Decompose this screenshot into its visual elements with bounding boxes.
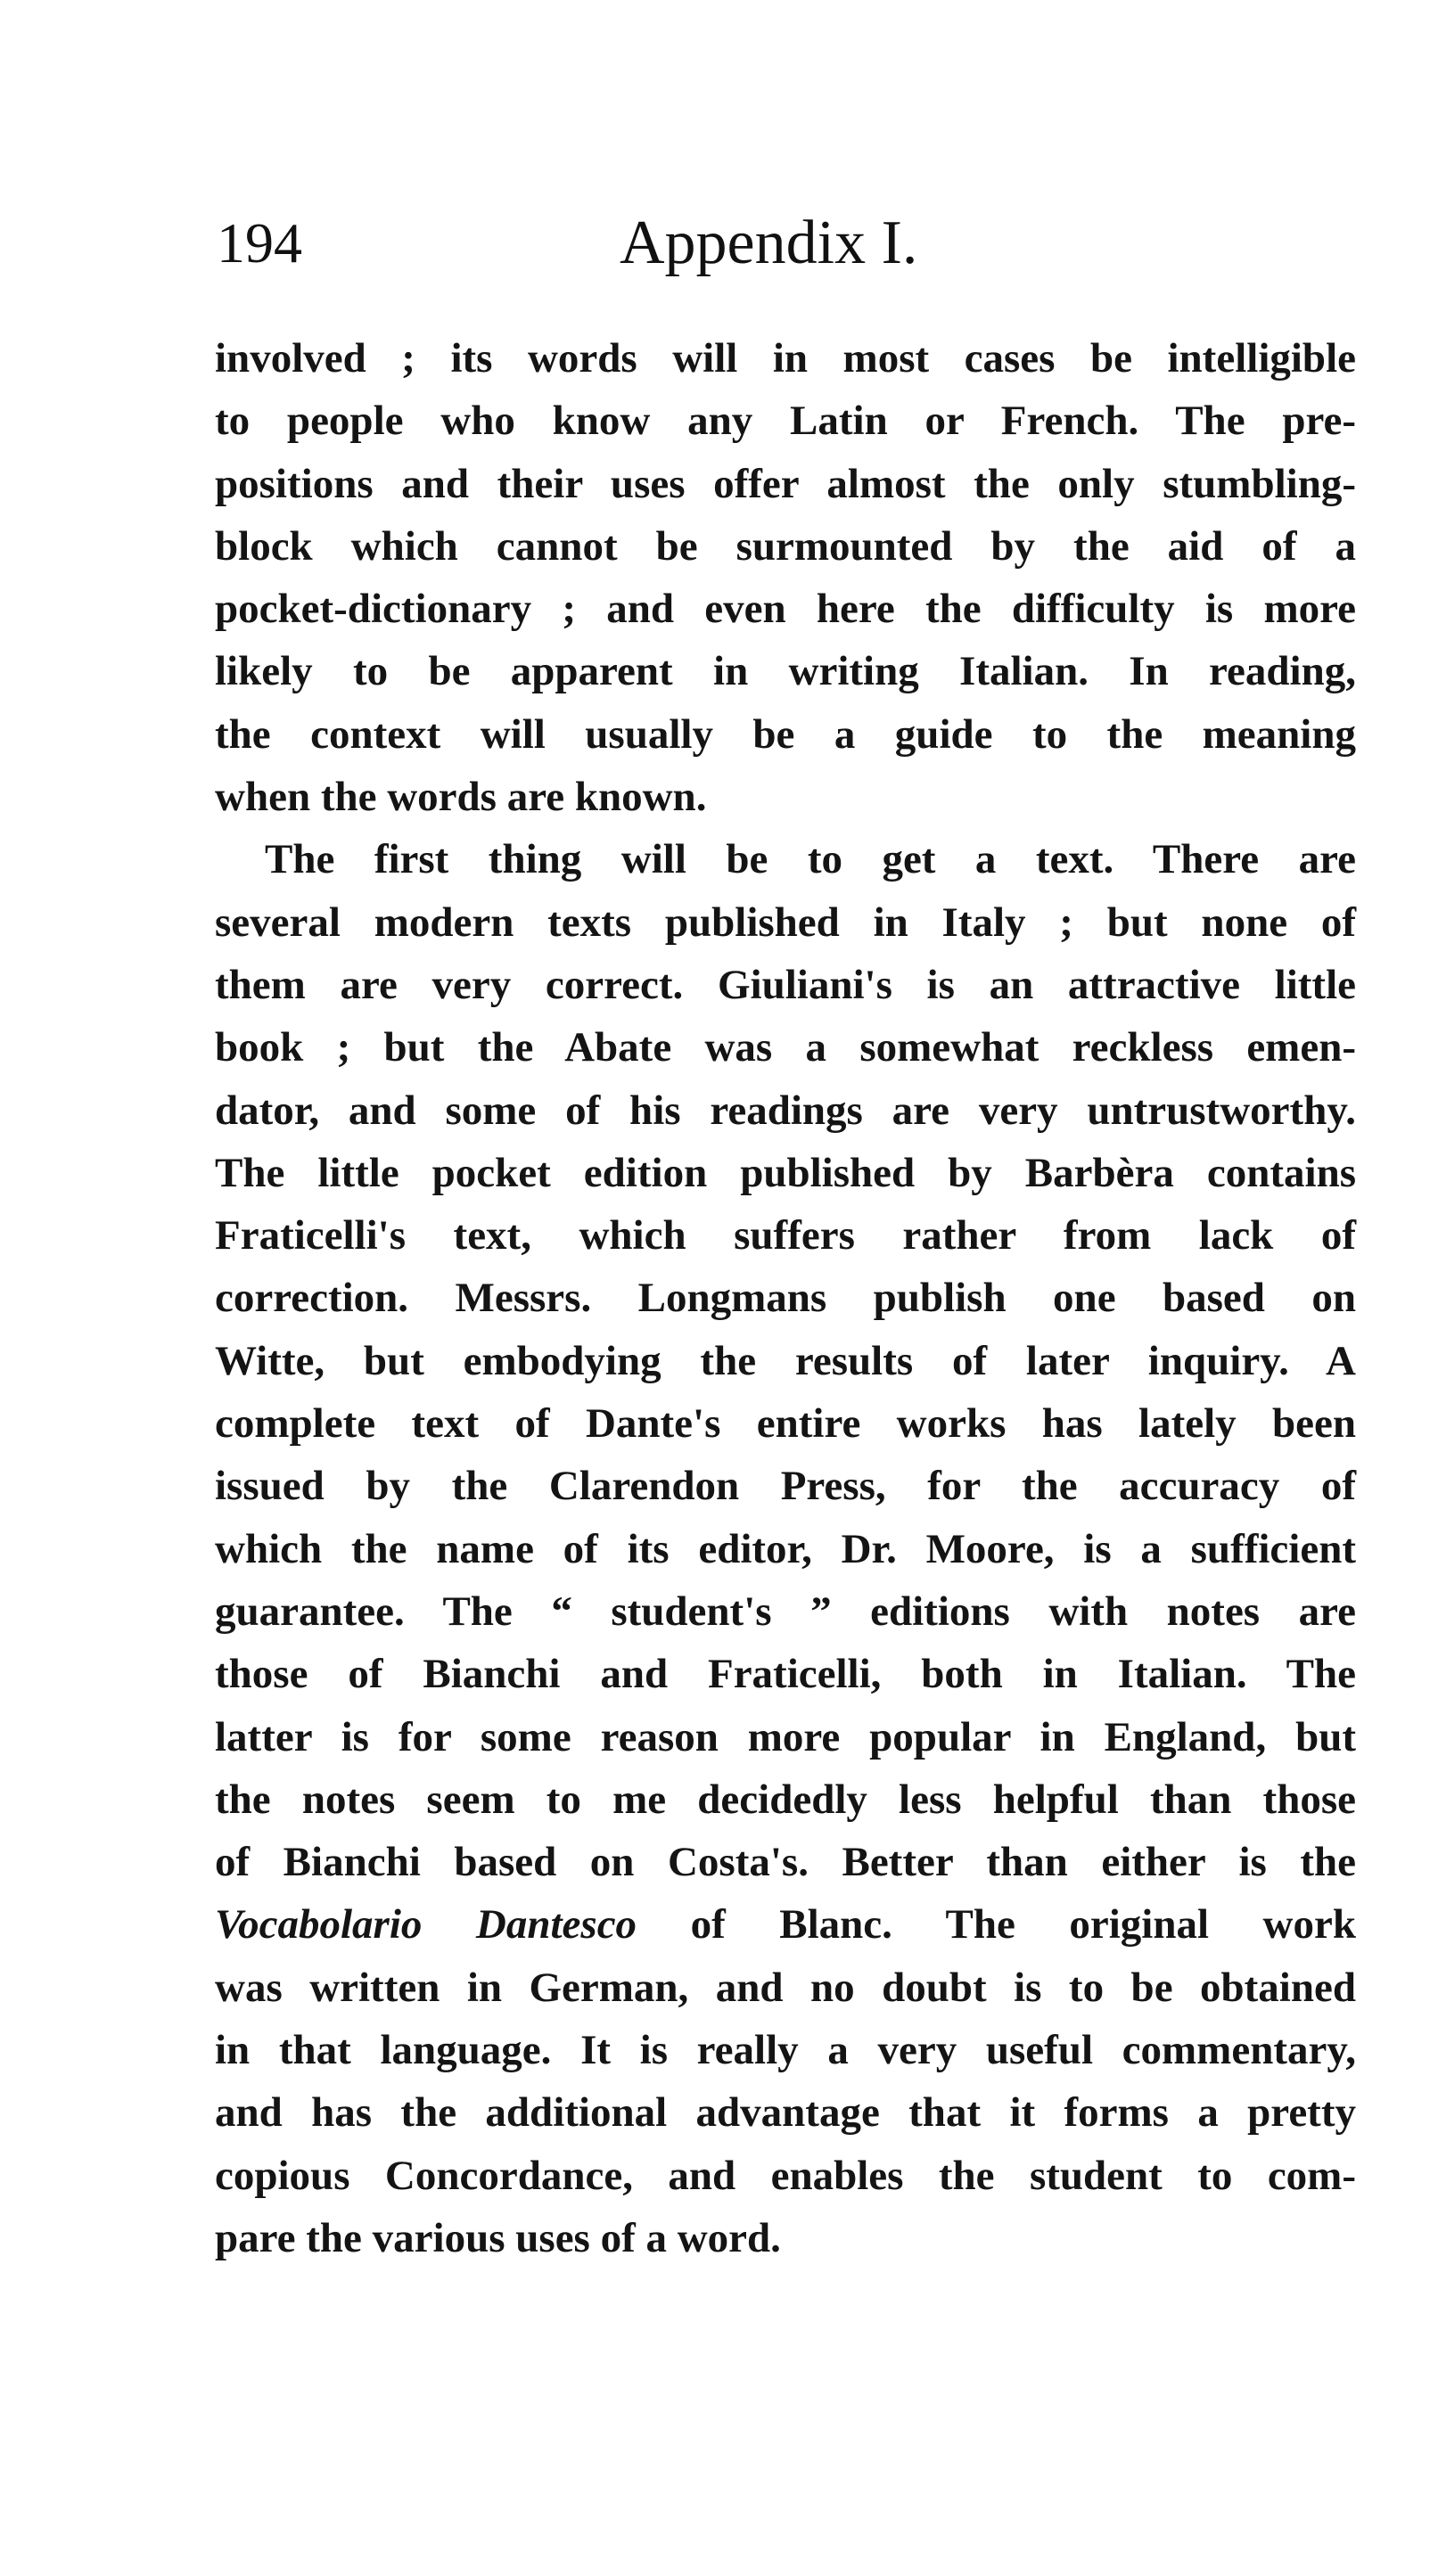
text-line: issued by the Clarendon Press, for the accuracy of: [215, 1463, 1356, 1510]
text-line: block which cannot be surmounted by the aid of a: [215, 522, 1356, 570]
body-text: [215, 327, 1356, 2269]
text-line: book ; but the Abate was a somewhat reckless emen-: [215, 1024, 1356, 1071]
page-number: 194: [217, 211, 302, 275]
text-line: Fraticelli's text, which suffers rather from lack of: [215, 1212, 1356, 1259]
text-line-with-italic-title: [215, 1893, 1356, 1956]
text-line: to people who know any Latin or French. The pre-: [215, 398, 1356, 445]
text-line: of Bianchi based on Costa's. Better than either is the: [215, 1839, 1356, 1886]
text-line: positions and their uses offer almost the only stumbling-: [215, 460, 1356, 507]
text-line: dator, and some of his readings are very untrustworthy.: [215, 1087, 1356, 1134]
text-line: when the words are known.: [215, 774, 707, 821]
text-line: latter is for some reason more popular in England, but: [215, 1713, 1356, 1760]
text-line: copious Concordance, and enables the student to com-: [215, 2152, 1356, 2199]
text-line: in that language. It is really a very useful commentary,: [215, 2027, 1356, 2074]
text-line: correction. Messrs. Longmans publish one based on: [215, 1275, 1356, 1322]
page-header: [217, 203, 1358, 283]
text-line: likely to be apparent in writing Italian. In reading,: [215, 648, 1356, 695]
text-line: the notes seem to me decidedly less helpful than those: [215, 1776, 1356, 1823]
running-head: Appendix I.: [620, 209, 918, 277]
text-fragment: of Blanc. The original work: [637, 1901, 1356, 1948]
text-line: pare the various uses of a word.: [215, 2214, 781, 2261]
text-line: The first thing will be to get a text. There are: [265, 836, 1356, 883]
text-line: was written in German, and no doubt is to be obtained: [215, 1964, 1356, 2011]
italic-book-title: Vocabolario Dantesco: [215, 1901, 637, 1948]
text-line: which the name of its editor, Dr. Moore, is a sufficient: [215, 1525, 1356, 1572]
text-line: guarantee. The “ student's ” editions with notes are: [215, 1587, 1356, 1635]
paragraph-2: [215, 828, 1356, 2269]
text-line: The little pocket edition published by Barbèra contains: [215, 1149, 1356, 1196]
text-line: those of Bianchi and Fraticelli, both in Italian. The: [215, 1651, 1356, 1698]
paragraph-1: [215, 327, 1356, 828]
text-line: them are very correct. Giuliani's is an attractive little: [215, 961, 1356, 1008]
text-line: Witte, but embodying the results of later inquiry. A: [215, 1337, 1356, 1384]
text-line: and has the additional advantage that it forms a pretty: [215, 2089, 1356, 2137]
text-line: pocket-dictionary ; and even here the difficulty is more: [215, 586, 1356, 633]
text-line: the context will usually be a guide to the meaning: [215, 710, 1356, 758]
text-line: several modern texts published in Italy ; but none of: [215, 898, 1356, 946]
text-line: involved ; its words will in most cases be intelligible: [215, 335, 1356, 381]
text-line: complete text of Dante's entire works has lately been: [215, 1400, 1356, 1448]
